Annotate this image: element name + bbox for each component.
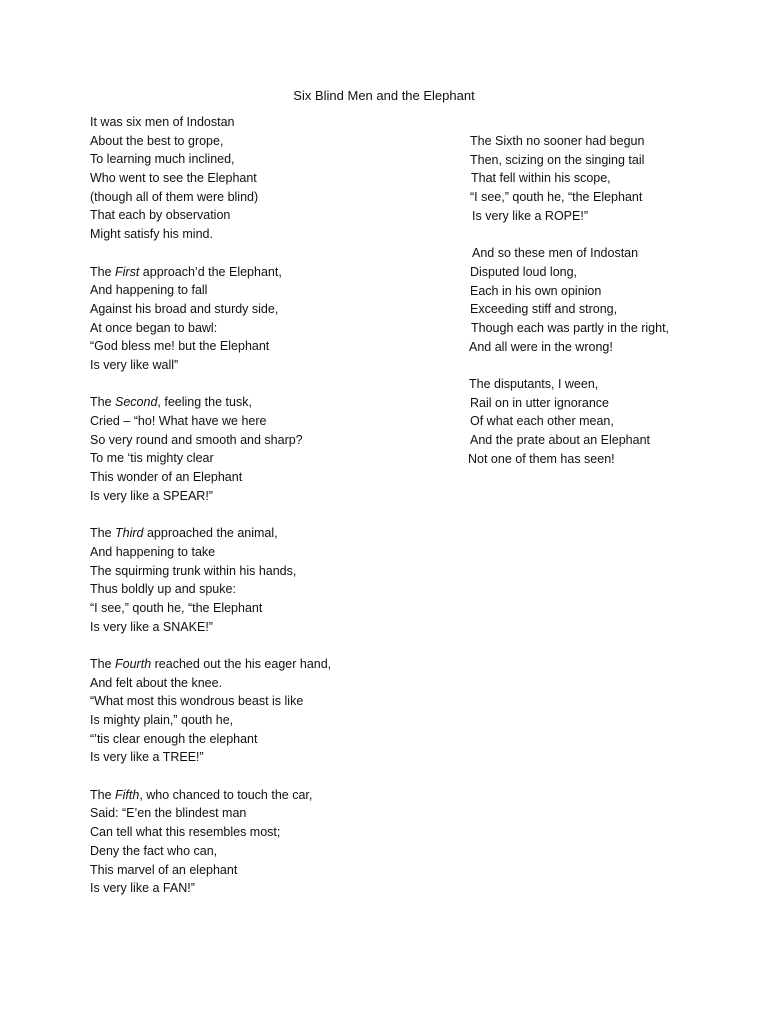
left-stanza bbox=[90, 113, 430, 244]
line-text: , who chanced to touch the car, bbox=[139, 787, 313, 802]
line-text: The bbox=[90, 395, 116, 410]
line-text: So very round and smooth and sharp? bbox=[90, 432, 303, 447]
poem-title: Six Blind Men and the Elephant bbox=[293, 88, 475, 103]
line-text: Thus boldly up and spuke: bbox=[90, 582, 236, 597]
left-column bbox=[90, 113, 430, 917]
line-text: Is very like a SNAKE!” bbox=[90, 619, 213, 634]
poem-line bbox=[90, 150, 430, 169]
line-text: , feeling the tusk, bbox=[157, 395, 252, 410]
line-text: Disputed loud long, bbox=[470, 264, 578, 279]
line-text: And happening to take bbox=[90, 544, 216, 559]
line-text: “God bless me! but the Elephant bbox=[90, 339, 270, 354]
line-text: “What most this wondrous beast is like bbox=[90, 694, 304, 709]
line-text: Is very like a SPEAR!” bbox=[90, 488, 213, 503]
poem-line bbox=[468, 132, 758, 151]
line-text: approached the animal, bbox=[143, 526, 278, 541]
right-stanza bbox=[468, 244, 758, 356]
poem-line bbox=[90, 562, 430, 581]
left-stanza bbox=[90, 393, 430, 505]
poem-line bbox=[90, 487, 430, 506]
poem-line bbox=[90, 748, 430, 767]
line-text: And happening to fall bbox=[90, 283, 208, 298]
poem-line bbox=[90, 674, 430, 693]
poem-line bbox=[90, 225, 430, 244]
poem-line bbox=[468, 412, 758, 431]
line-text: Is mighty plain,” qouth he, bbox=[90, 713, 234, 727]
right-stanza bbox=[468, 132, 758, 225]
poem-line bbox=[90, 655, 430, 674]
line-text: Each in his own opinion bbox=[470, 283, 602, 298]
poem-line bbox=[468, 319, 758, 338]
line-text: At once began to bawl: bbox=[90, 320, 218, 335]
poem-line bbox=[468, 263, 758, 282]
poem-line bbox=[90, 879, 430, 898]
poem-line bbox=[90, 543, 430, 562]
poem-line bbox=[468, 207, 758, 226]
poem-line bbox=[90, 692, 430, 711]
line-text: The bbox=[90, 656, 116, 671]
poem-line bbox=[468, 151, 758, 170]
poem-line bbox=[90, 263, 430, 282]
poem-line bbox=[90, 618, 430, 637]
poem-line bbox=[90, 861, 430, 880]
left-stanza bbox=[90, 524, 430, 636]
line-text: Is very like a ROPE!” bbox=[472, 208, 588, 223]
line-text: Of what each other mean, bbox=[470, 414, 614, 429]
poem-line bbox=[90, 393, 430, 412]
poem-line bbox=[468, 282, 758, 301]
line-text: Is very like a FAN!” bbox=[90, 881, 195, 896]
poem-line bbox=[90, 281, 430, 300]
poem-line bbox=[468, 375, 758, 394]
line-text: Cried – “ho! What have we here bbox=[90, 414, 267, 428]
ordinal-word: First bbox=[115, 264, 140, 279]
poem-line bbox=[468, 431, 758, 450]
poem-line bbox=[90, 300, 430, 319]
line-text: reached out the his eager hand, bbox=[151, 656, 332, 671]
line-text: And the prate about an Elephant bbox=[470, 433, 651, 447]
poem-line bbox=[468, 300, 758, 319]
poem-line bbox=[90, 524, 430, 543]
ordinal-word: Fourth bbox=[115, 656, 152, 671]
right-stanza bbox=[468, 375, 758, 468]
poem-line bbox=[90, 786, 430, 805]
line-text: That each by observation bbox=[90, 208, 231, 223]
line-text: The disputants, I ween, bbox=[469, 376, 599, 391]
line-text: Is very like a TREE!” bbox=[90, 750, 204, 765]
right-column bbox=[468, 132, 758, 487]
poem-line bbox=[468, 394, 758, 413]
line-text: This marvel of an elephant bbox=[90, 862, 238, 877]
line-text: About the best to grope, bbox=[90, 133, 224, 148]
poem-line bbox=[90, 319, 430, 338]
poem-line bbox=[90, 804, 430, 823]
line-text: The squirming trunk within his hands, bbox=[90, 563, 297, 578]
line-text: The bbox=[90, 787, 116, 802]
line-text: Said: “E’en the blindest man bbox=[90, 806, 247, 821]
line-text: That fell within his scope, bbox=[471, 171, 611, 186]
line-text: approach’d the Elephant, bbox=[139, 264, 282, 279]
line-text: Rail on in utter ignorance bbox=[470, 395, 609, 410]
line-text: Exceeding stiff and strong, bbox=[470, 302, 618, 317]
poem-line bbox=[90, 599, 430, 618]
poem-line bbox=[90, 188, 430, 207]
poem-line bbox=[90, 113, 430, 132]
line-text: It was six men of Indostan bbox=[90, 115, 235, 129]
line-text: This wonder of an Elephant bbox=[90, 470, 243, 485]
ordinal-word: Fifth bbox=[115, 787, 140, 802]
poem-line bbox=[90, 842, 430, 861]
line-text: Though each was partly in the right, bbox=[471, 320, 670, 335]
poem-line bbox=[468, 188, 758, 207]
line-text: The bbox=[90, 264, 116, 279]
line-text: (though all of them were blind) bbox=[90, 189, 259, 204]
line-text: Is very like wall” bbox=[90, 357, 179, 372]
line-text: Can tell what this resembles most; bbox=[90, 825, 281, 840]
poem-line bbox=[90, 132, 430, 151]
line-text: Then, scizing on the singing tail bbox=[470, 152, 645, 167]
line-text: And felt about the knee. bbox=[90, 675, 223, 690]
left-stanza bbox=[90, 786, 430, 898]
ordinal-word: Second bbox=[115, 395, 158, 410]
line-text: Against his broad and sturdy side, bbox=[90, 301, 279, 316]
line-text: To learning much inclined, bbox=[90, 152, 235, 167]
poem-line bbox=[90, 337, 430, 356]
line-text: The Sixth no sooner had begun bbox=[470, 134, 645, 148]
poem-line bbox=[468, 169, 758, 188]
poem-line bbox=[90, 206, 430, 225]
poem-line bbox=[468, 450, 758, 469]
poem-line bbox=[468, 244, 758, 263]
poem-line bbox=[90, 356, 430, 375]
line-text: Not one of them has seen! bbox=[468, 451, 615, 466]
poem-line bbox=[468, 338, 758, 357]
line-text: And all were in the wrong! bbox=[469, 339, 613, 354]
line-text: The bbox=[90, 526, 116, 541]
poem-line bbox=[90, 468, 430, 487]
line-text: To me ‘tis mighty clear bbox=[90, 451, 214, 466]
ordinal-word: Third bbox=[115, 526, 144, 541]
poem-line bbox=[90, 449, 430, 468]
line-text: Might satisfy his mind. bbox=[90, 227, 213, 242]
line-text: Deny the fact who can, bbox=[90, 843, 218, 858]
line-text: And so these men of Indostan bbox=[472, 246, 639, 261]
poem-line bbox=[90, 169, 430, 188]
left-stanza bbox=[90, 655, 430, 767]
poem-line bbox=[90, 711, 430, 730]
poem-line bbox=[90, 412, 430, 431]
line-text: “I see,” qouth he, “the Elephant bbox=[90, 600, 263, 615]
line-text: “I see,” qouth he, “the Elephant bbox=[470, 190, 643, 205]
line-text: “’tis clear enough the elephant bbox=[90, 731, 258, 746]
poem-line bbox=[90, 823, 430, 842]
poem-line bbox=[90, 730, 430, 749]
line-text: Who went to see the Elephant bbox=[90, 171, 257, 186]
poem-line bbox=[90, 431, 430, 450]
poem-line bbox=[90, 580, 430, 599]
left-stanza bbox=[90, 263, 430, 375]
